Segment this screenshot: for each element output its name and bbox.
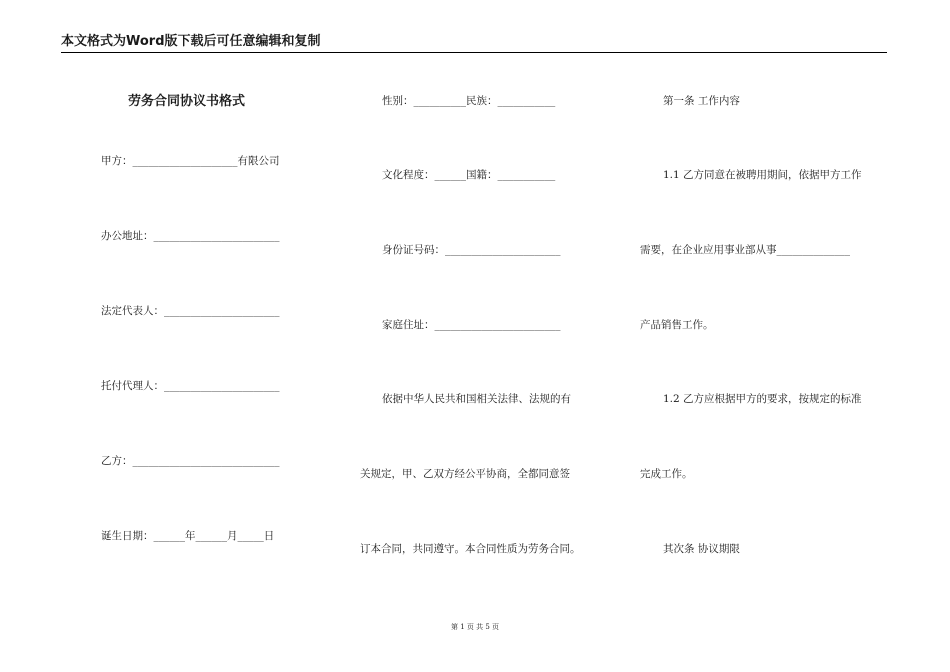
- header-text: 本文格式为Word版下载后可任意编辑和复制: [61, 34, 321, 49]
- clause-line: 1.1 乙方同意在被聘用期间，依据甲方工作: [663, 169, 862, 181]
- paragraph-line: 订本合同，共同遵守。本合同性质为劳务合同。: [360, 543, 581, 555]
- home-address-line: 家庭住址：________________________: [382, 319, 561, 331]
- paragraph-line: 关规定，甲、乙双方经公平协商，全都同意签: [360, 468, 570, 480]
- paragraph-line: 依据中华人民共和国相关法律、法规的有: [382, 393, 571, 405]
- party-b-line: 乙方：____________________________: [101, 455, 280, 467]
- page-header: [61, 34, 887, 53]
- gender-line: 性别：__________民族：___________: [382, 95, 556, 107]
- clause-line: 完成工作。: [640, 468, 693, 480]
- education-line: 文化程度：______国籍：___________: [382, 169, 556, 181]
- clause-line: 需要，在企业应用事业部从事______________: [640, 244, 850, 256]
- office-address-line: 办公地址：________________________: [101, 230, 280, 242]
- page-number: 第 1 页 共 5 页: [450, 623, 500, 631]
- legal-rep-line: 法定代表人：______________________: [101, 305, 280, 317]
- birth-date-line: 诞生日期：______年______月_____日: [101, 530, 275, 542]
- document-title: 劳务合同协议书格式: [128, 94, 246, 109]
- clause-line: 产品销售工作。: [640, 319, 714, 331]
- clause-line: 1.2 乙方应根据甲方的要求，按规定的标准: [663, 393, 862, 405]
- id-number-line: 身份证号码：______________________: [382, 244, 561, 256]
- article-heading: 第一条 工作内容: [663, 95, 740, 107]
- party-a-line: 甲方：____________________有限公司: [101, 155, 280, 167]
- agent-line: 托付代理人：______________________: [101, 380, 280, 392]
- article-heading: 其次条 协议期限: [663, 543, 740, 555]
